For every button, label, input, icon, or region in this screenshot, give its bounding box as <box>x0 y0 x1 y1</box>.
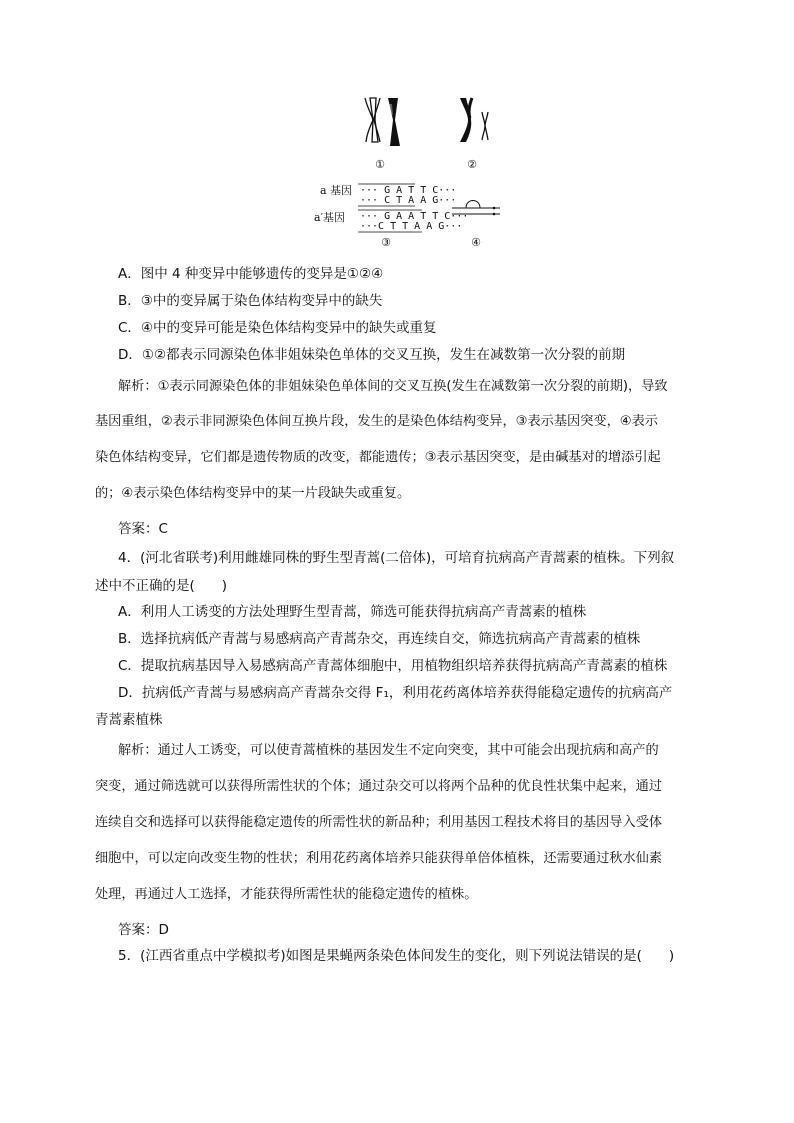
seq-ap-bottom: ···C T T A A G··· <box>360 221 463 232</box>
seq-a-top: ··· G A T T C··· <box>360 185 457 196</box>
gene-a-prime-label: a′基因 <box>314 211 346 224</box>
gene-a-label: a 基因 <box>320 184 353 197</box>
q3-option-b: B．③中的变异属于染色体结构变异中的缺失 <box>118 293 383 309</box>
chromosome-pair-1-icon <box>365 98 400 146</box>
chromosome-pair-2-icon <box>460 98 488 142</box>
q4-answer: 答案：D <box>118 922 169 938</box>
q4-option-d-line-1: D．抗病低产青蒿与易感病高产青蒿杂交得 F₁，利用花药离体培养获得能稳定遗传的抗病高产 <box>118 685 673 701</box>
q3-explanation-label: 解析： <box>118 379 158 394</box>
q3-option-a: A．图中 4 种变异中能够遗传的变异是①②④ <box>118 266 384 282</box>
q3-answer: 答案：C <box>118 521 168 537</box>
q3-option-d: D．①②都表示同源染色体非姐妹染色单体的交叉互换，发生在减数第一次分裂的前期 <box>118 347 626 363</box>
q4-explanation-line-3: 连续自交和选择可以获得能稳定遗传的所需性状的新品种；利用基因工程技术将目的基因导入受体 <box>95 815 663 830</box>
q5-stem: 5．(江西省重点中学模拟考)如图是果蝇两条染色体间发生的变化，则下列说法错误的是( ) <box>118 948 675 964</box>
q4-explanation-label: 解析： <box>118 743 158 758</box>
seq-ap-top: ··· G A A T T C··· <box>360 211 469 222</box>
seq-a-bottom: ··· C T A A G··· <box>360 195 457 206</box>
q4-explanation-line-1: 解析：通过人工诱变，可以使青蒿植株的基因发生不定向突变，其中可能会出现抗病和高产的 <box>118 743 659 758</box>
figure-label-1: ① <box>375 158 385 171</box>
q3-option-c: C．④中的变异可能是染色体结构变异中的缺失或重复 <box>118 320 437 336</box>
q4-explanation-line-5: 处理，再通过人工选择，才能获得所需性状的能稳定遗传的植株。 <box>95 887 478 902</box>
q3-explanation-line-3: 染色体结构变异，它们都是遗传物质的改变，都能遗传；③表示基因突变，是由碱基对的增添引起 <box>95 450 661 465</box>
q4-explanation-line-4: 细胞中，可以定向改变生物的性状；利用花药离体培养只能获得单倍体植株，还需要通过秋水仙素 <box>95 851 663 866</box>
q4-stem-line-2: 述中不正确的是( ) <box>95 578 228 594</box>
figure-label-4: ④ <box>471 236 481 249</box>
q3-explanation-line-4: 的；④表示染色体结构变异中的某一片段缺失或重复。 <box>95 486 411 501</box>
figure-label-2: ② <box>467 158 477 171</box>
q4-option-b: B．选择抗病低产青蒿与易感病高产青蒿杂交，再连续自交，筛选抗病高产青蒿素的植株 <box>118 631 641 647</box>
q4-option-a: A．利用人工诱变的方法处理野生型青蒿，筛选可能获得抗病高产青蒿素的植株 <box>118 604 587 620</box>
q3-explanation-line-2: 基因重组，②表示非同源染色体间互换片段，发生的是染色体结构变异，③表示基因突变，④表示 <box>95 414 658 429</box>
q4-stem-line-1: 4．(河北省联考)利用雌雄同株的野生型青蒿(二倍体)，可培育抗病高产青蒿素的植株。下列叙 <box>118 550 675 566</box>
q4-option-d-line-2: 青蒿素植株 <box>95 712 163 728</box>
q3-explanation-line-1: 解析：①表示同源染色体的非姐妹染色单体间的交叉互换(发生在减数第一次分裂的前期)，导致 <box>118 379 668 394</box>
q4-option-c: C．提取抗病基因导入易感病高产青蒿体细胞中，用植物组织培养获得抗病高产青蒿素的植株 <box>118 658 668 674</box>
chromosome-variation-figure <box>300 90 540 250</box>
figure-label-3: ③ <box>381 236 391 249</box>
q4-explanation-line-2: 突变，通过筛选就可以获得所需性状的个体；通过杂交可以将两个品种的优良性状集中起来，通过 <box>95 779 663 794</box>
